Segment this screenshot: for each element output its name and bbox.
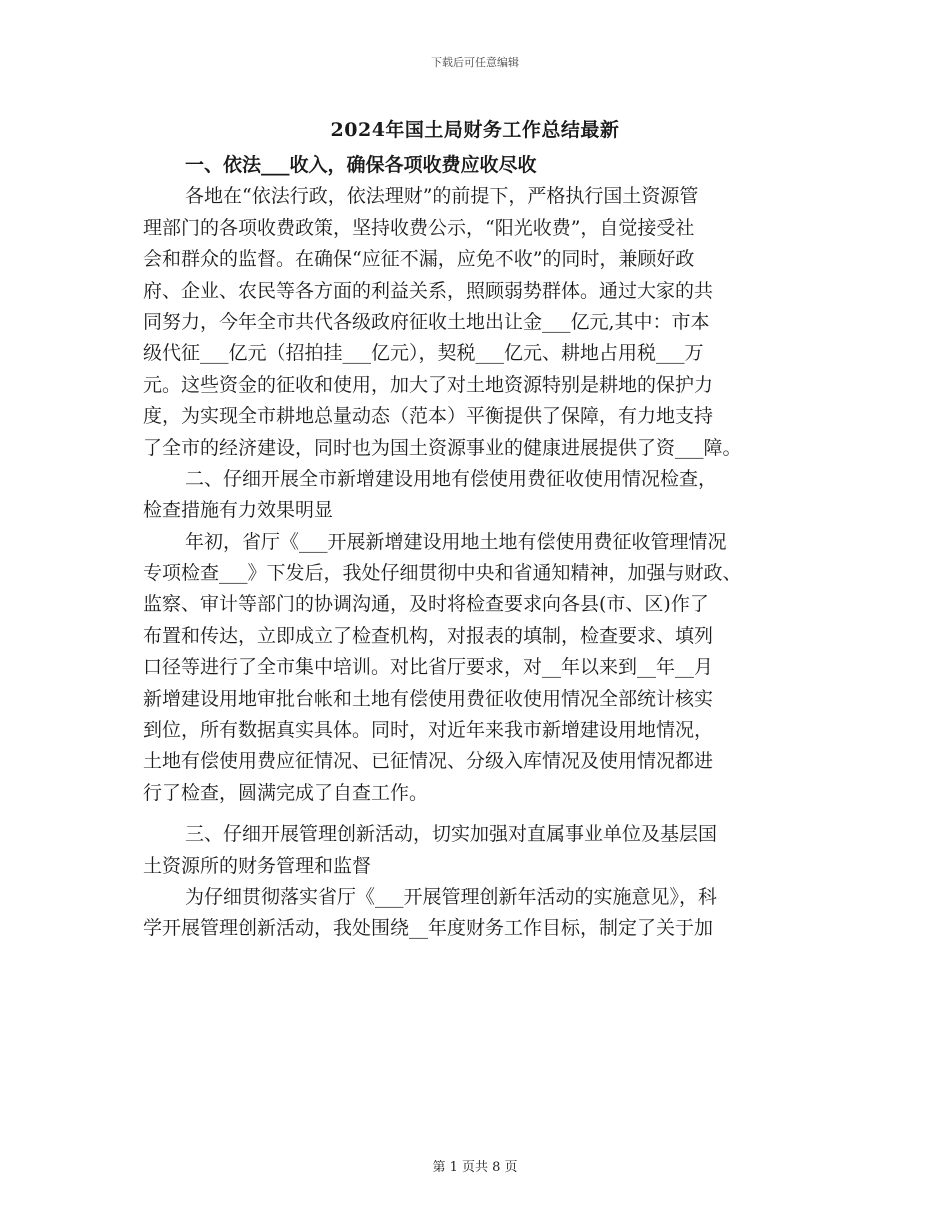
text-line: 土资源所的财务管理和监督 — [143, 854, 372, 877]
text-line: 同努力，今年全市共代各级政府征收土地出让金___亿元,其中：市本 — [143, 310, 710, 333]
text-line: 三、仔细开展管理创新活动，切实加强对直属事业单位及基层国 — [185, 823, 718, 846]
text-line: 检查措施有力效果明显 — [143, 499, 334, 522]
text-line: 新增建设用地审批台帐和土地有偿使用费征收使用情况全部统计核实 — [143, 687, 714, 710]
document-body — [143, 150, 813, 945]
text-line: 布置和传达，立即成立了检查机构，对报表的填制，检查要求、填列 — [143, 624, 714, 647]
text-line: 各地在“依法行政，依法理财”的前提下，严格执行国土资源管 — [185, 185, 699, 208]
text-line: 二、仔细开展全市新增建设用地有偿使用费征收使用情况检查， — [185, 467, 718, 490]
text-line: 土地有偿使用费应征情况、已征情况、分级入库情况及使用情况都进 — [143, 750, 714, 773]
text-line: 口径等进行了全市集中培训。对比省厅要求，对__年以来到__年__月 — [143, 656, 714, 679]
text-line: 会和群众的监督。在确保“应征不漏，应免不收”的同时，兼顾好政 — [143, 248, 695, 271]
text-line: 年初，省厅《___开展新增建设用地土地有偿使用费征收管理情况 — [185, 530, 727, 553]
text-line: 为仔细贯彻落实省厅《___开展管理创新年活动的实施意见》，科 — [185, 885, 718, 908]
text-line: 专项检查___》下发后，我处仔细贯彻中央和省通知精神，加强与财政、 — [143, 562, 742, 585]
text-line: 行了检查，圆满完成了自查工作。 — [143, 781, 429, 804]
document-title: 2024年国土局财务工作总结最新 — [330, 119, 620, 141]
text-line: 府、企业、农民等各方面的利益关系，照顾弱势群体。通过大家的共 — [143, 279, 714, 302]
text-line: 监察、审计等部门的协调沟通，及时将检查要求向各县(市、区)作了 — [143, 593, 709, 616]
text-line: 级代征___亿元（招拍挂___亿元），契税___亿元、耕地占用税___万 — [143, 342, 704, 365]
text-line: 元。这些资金的征收和使用，加大了对土地资源特别是耕地的保护力 — [143, 373, 714, 396]
header-note: 下载后可任意编辑 — [431, 56, 519, 69]
text-line: 理部门的各项收费政策，坚持收费公示，“阳光收费”，自觉接受社 — [143, 216, 695, 239]
page-footer: 第 1 页共 8 页 — [432, 1160, 518, 1175]
section-heading: 一、依法___收入，确保各项收费应收尽收 — [185, 154, 537, 176]
text-line: 了全市的经济建设，同时也为国土资源事业的健康进展提供了资___障。 — [143, 436, 742, 459]
text-line: 度，为实现全市耕地总量动态（范本）平衡提供了保障，有力地支持 — [143, 405, 714, 428]
text-line: 到位，所有数据真实具体。同时，对近年来我市新增建设用地情况， — [143, 719, 714, 742]
text-line: 学开展管理创新活动，我处围绕__年度财务工作目标，制定了关于加 — [143, 917, 714, 940]
